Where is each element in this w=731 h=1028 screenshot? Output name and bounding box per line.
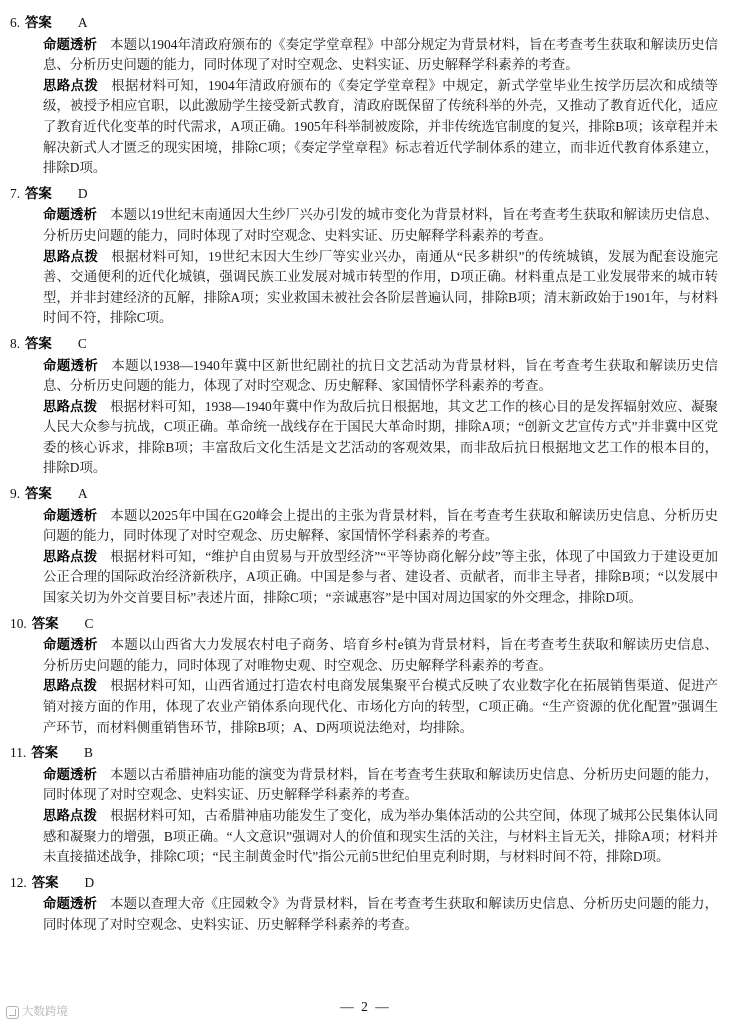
item-number: 11. [10, 745, 27, 761]
tips-paragraph [10, 547, 718, 609]
analysis-paragraph [10, 635, 718, 676]
tips-label: 思路点拨 [43, 807, 98, 823]
answer-line [10, 334, 718, 355]
answer-item [10, 484, 718, 609]
answer-letter: B [84, 745, 93, 761]
answer-item [10, 184, 718, 329]
analysis-label: 命题透析 [43, 507, 98, 523]
tips-paragraph [10, 247, 718, 329]
analysis-text: 本题以1938—1940年冀中区新世纪剧社的抗日文艺活动为背景材料，旨在考查考生获取和解读历史信息、分析历史问题的能力，体现了对时空观念、历史解释、家国情怀学科素养的考查。 [43, 357, 719, 394]
brand-watermark [6, 1002, 68, 1023]
analysis-paragraph [10, 35, 718, 76]
answer-label: 答案 [25, 15, 52, 30]
analysis-label: 命题透析 [43, 896, 98, 912]
answer-item [10, 614, 718, 739]
answer-line [10, 743, 718, 764]
answer-label: 答案 [31, 745, 59, 761]
analysis-text: 本题以古希腊神庙功能的演变为背景材料，旨在考查考生获取和解读历史信息、分析历史问题的能力，同时体现了对时空观念、史料实证、历史解释学科素养的考查。 [43, 766, 719, 803]
tips-paragraph [10, 676, 718, 738]
answer-line [10, 614, 718, 635]
analysis-text: 本题以1904年清政府颁布的《奏定学堂章程》中部分规定为背景材料，旨在考查考生获取和解读历史信息、分析历史问题的能力，同时体现了对时空观念、史料实证、历史解释学科素养的考查。 [43, 36, 718, 73]
answer-label: 答案 [25, 185, 52, 201]
answer-item [10, 334, 718, 479]
answer-letter: C [77, 335, 87, 351]
analysis-label: 命题透析 [43, 766, 98, 782]
answer-item [10, 13, 718, 179]
answer-line [10, 873, 718, 894]
tips-text: 根据材料可知，古希腊神庙功能发生了变化，成为举办集体活动的公共空间，体现了城邦公民集体认同感和凝聚力的增强，B项正确。“人文意识”强调对人的价值和现实生活的关注，与材料主旨无关，排除A项；材料并未直接描述战争，排除C项；“民主制黄金时代”指公元前5世纪伯里克利时期，与材料时间不符，排除D项。 [43, 807, 719, 865]
answer-item [10, 873, 718, 936]
analysis-text: 本题以2025年中国在G20峰会上提出的主张为背景材料，旨在考查考生获取和解读历史信息、分析历史问题的能力，同时体现了对时空观念、历史解释、家国情怀学科素养的考查。 [43, 507, 719, 544]
analysis-text: 本题以山西省大力发展农村电子商务、培育乡村e镇为背景材料，旨在考查考生获取和解读历史信息、分析历史问题的能力，同时体现了对唯物史观、时空观念、历史解释学科素养的考查。 [43, 637, 718, 673]
analysis-paragraph [10, 765, 718, 806]
answer-label: 答案 [25, 335, 52, 351]
item-number: 6. [10, 15, 21, 30]
analysis-text: 本题以19世纪末南通因大生纱厂兴办引发的城市变化为背景材料，旨在考查考生获取和解读历史信息、分析历史问题的能力，同时体现了对时空观念、史料实证、历史解释学科素养的考查。 [43, 207, 719, 243]
answer-letter: A [77, 486, 88, 502]
brand-logo-icon [6, 1006, 19, 1019]
item-number: 9. [10, 486, 21, 502]
tips-label: 思路点拨 [43, 678, 98, 694]
answer-letter: D [84, 874, 95, 890]
answer-line [10, 13, 718, 34]
answer-letter: D [77, 185, 88, 201]
item-number: 12. [10, 874, 27, 890]
answer-item [10, 743, 718, 868]
analysis-paragraph [10, 894, 718, 935]
tips-text: 根据材料可知，1904年清政府颁布的《奏定学堂章程》中规定，新式学堂毕业生按学历层次和成绩等级，被授予相应官职，以此激励学生接受新式教育，清政府既保留了传统科举的外壳，又推动了教育近代化，适应了教育近代化变革的时代需求，A项正确。1905年科举制被废除，并非传统选官制度的复兴，排除B项；该章程并未解决新式人才匮乏的现实困境，排除C项；《奏定学堂章程》标志着近代学制体系的建立，而非近代教育体系建立，排除D项。 [43, 77, 719, 176]
page-number: — 2 — [340, 999, 391, 1015]
answer-line [10, 184, 718, 205]
tips-label: 思路点拨 [43, 548, 98, 564]
analysis-paragraph [10, 356, 718, 397]
analysis-label: 命题透析 [43, 357, 99, 373]
item-number: 7. [10, 185, 21, 201]
tips-paragraph [10, 806, 718, 868]
item-number: 10. [10, 615, 27, 631]
tips-paragraph [10, 76, 718, 179]
tips-label: 思路点拨 [43, 77, 99, 93]
analysis-label: 命题透析 [43, 637, 98, 653]
answer-label: 答案 [31, 615, 59, 631]
item-number: 8. [10, 335, 21, 351]
answer-label: 答案 [31, 874, 59, 890]
tips-text: 根据材料可知，山西省通过打造农村电商发展集聚平台模式反映了农业数字化在拓展销售渠道、促进产销对接方面的作用，体现了农业产销体系向现代化、市场化方向的转型，C项正确。“生产资源的优化配置”强调生产环节，而材料侧重销售环节，排除B项；A、D两项说法绝对，均排除。 [43, 678, 719, 735]
answer-label: 答案 [25, 486, 52, 502]
tips-label: 思路点拨 [43, 248, 99, 264]
analysis-label: 命题透析 [43, 36, 98, 52]
answer-letter: C [84, 615, 94, 631]
tips-text: 根据材料可知，“维护自由贸易与开放型经济”“平等协商化解分歧”等主张，体现了中国致力于建设更加公正合理的国际政治经济新秩序，A项正确。中国是参与者、建设者、贡献者，而非主导者，排除B项；“以发展中国家关切为外交首要目标”表述片面，排除C项；“亲诚惠容”是中国对周边国家的外交理念，排除D项。 [43, 548, 719, 606]
brand-watermark-text: 大数跨境 [22, 1006, 68, 1019]
tips-paragraph [10, 397, 718, 479]
analysis-text: 本题以查理大帝《庄园敕令》为背景材料，旨在考查考生获取和解读历史信息、分析历史问题的能力，同时体现了对时空观念、史料实证、历史解释学科素养的考查。 [43, 896, 719, 932]
analysis-paragraph [10, 506, 718, 547]
analysis-label: 命题透析 [43, 207, 98, 223]
tips-text: 根据材料可知，1938—1940年冀中作为敌后抗日根据地，其文艺工作的核心目的是发挥辐射效应、凝聚人民大众参与抗战，C项正确。革命统一战线存在于国民大革命时期，排除A项；“创新文艺宣传方式”并非冀中区党委的核心诉求，排除B项；丰富敌后文化生活是文艺活动的客观效果，而非敌后抗日根据地文艺工作的根本目的，排除D项。 [43, 398, 719, 476]
tips-text: 根据材料可知，19世纪末因大生纱厂等实业兴办，南通从“民多耕织”的传统城镇，发展为配套设施完善、交通便利的近代化城镇，强调民族工业发展对城市转型的作用，D项正确。材料重点是工业发展带来的城市转型，并非封建经济的瓦解，排除A项；实业救国未被社会各阶层普遍认同，排除B项；清末新政始于1901年，与材料时间不符，排除C项。 [43, 248, 718, 326]
analysis-paragraph [10, 205, 718, 246]
answer-letter: A [77, 15, 88, 30]
answer-line [10, 484, 718, 505]
tips-label: 思路点拨 [43, 398, 98, 414]
